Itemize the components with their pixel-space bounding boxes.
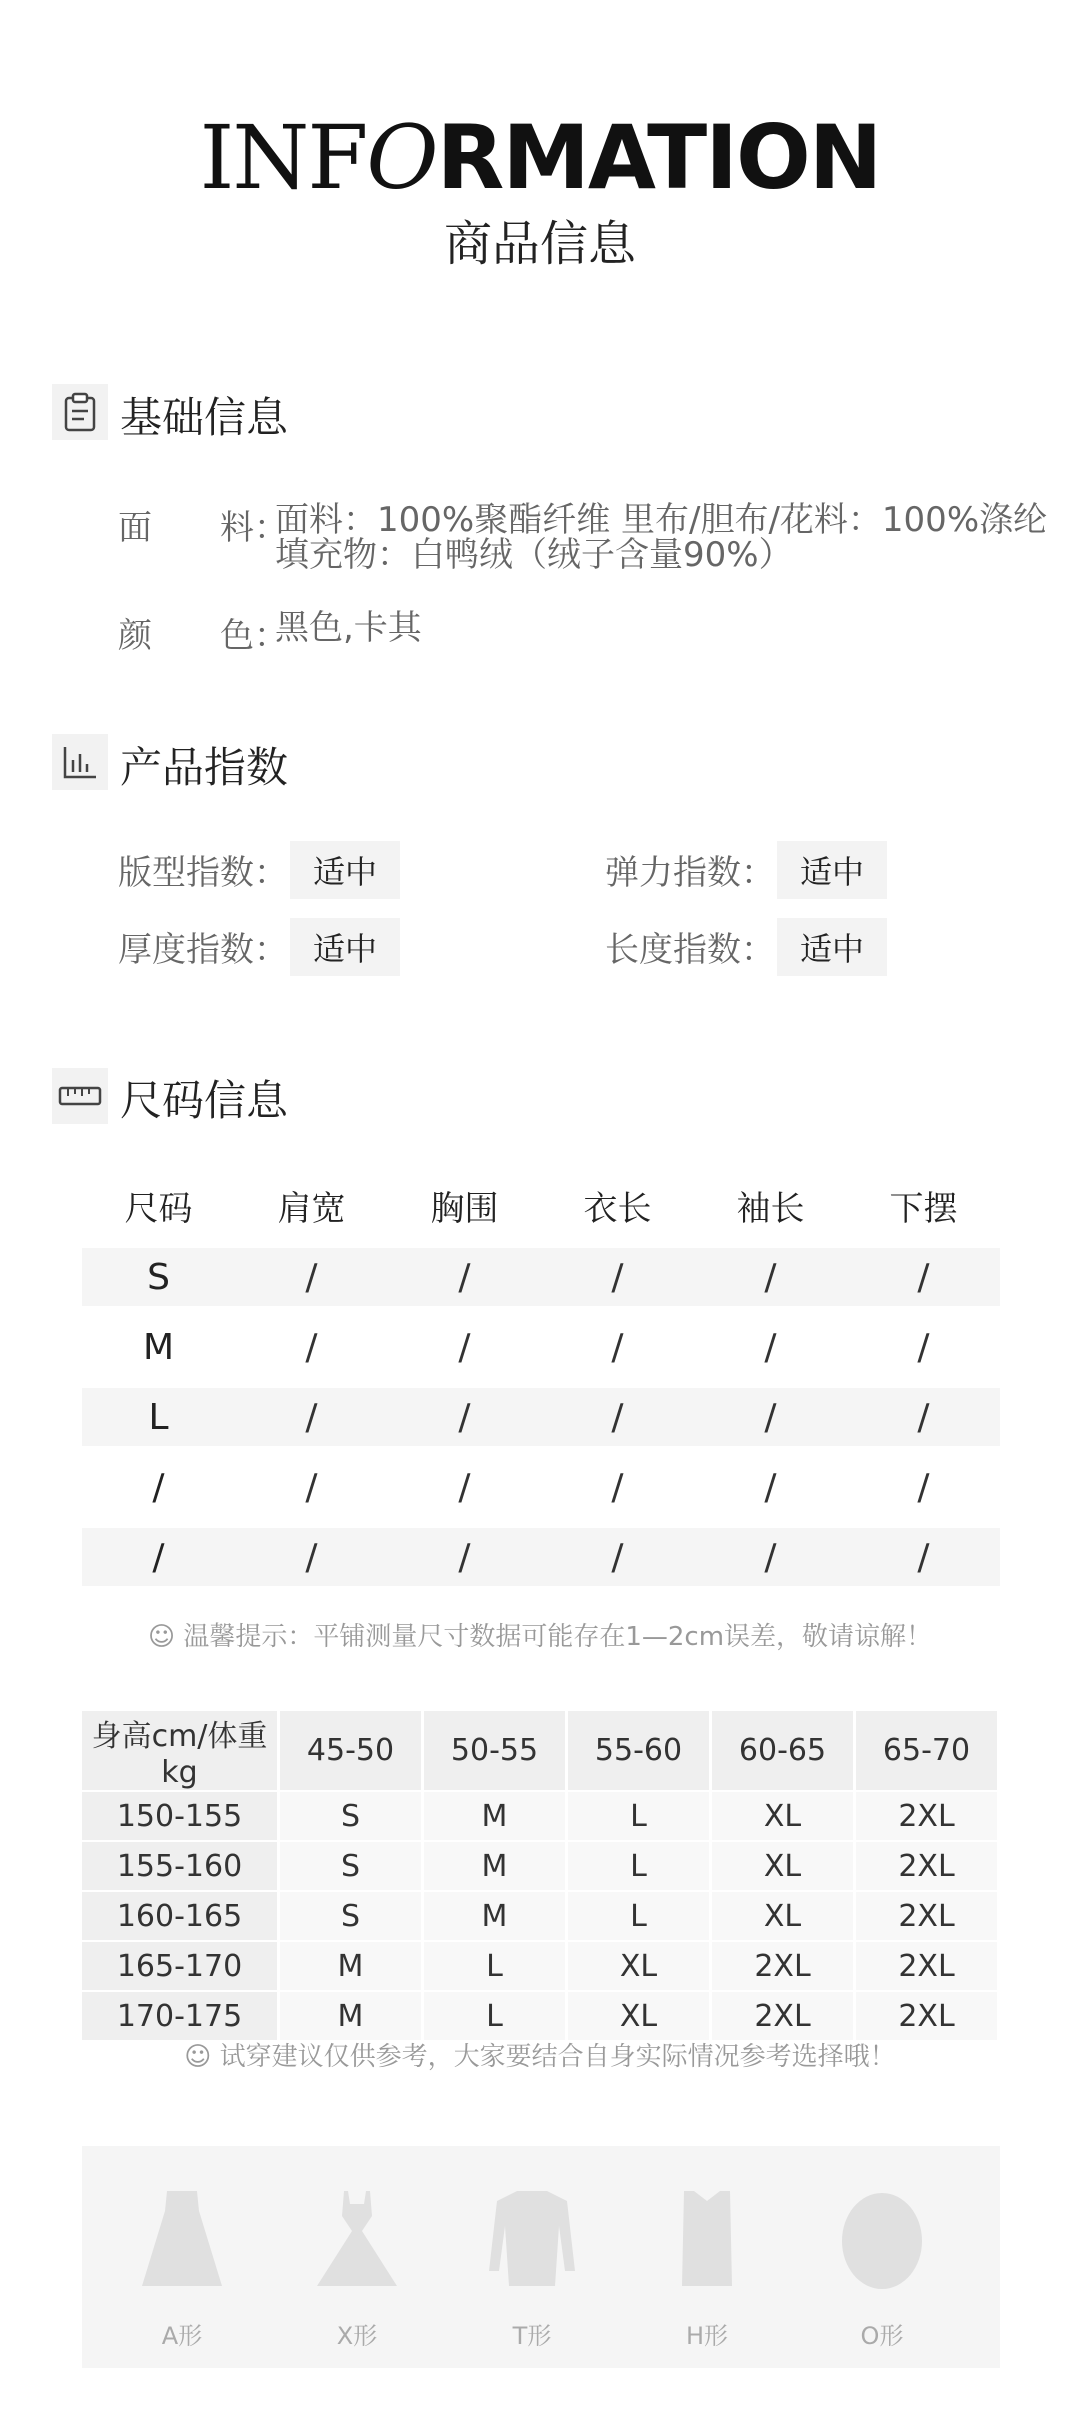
size-cell: /	[917, 1256, 930, 1298]
fit-cell: 2XL	[855, 1941, 999, 1991]
x-line-dress-icon	[312, 2186, 402, 2296]
index-label-fit: 版型指数：	[118, 853, 288, 893]
size-cell: /	[917, 1466, 930, 1508]
size-cell: /	[305, 1326, 318, 1368]
size-cell: /	[611, 1536, 624, 1578]
t-line-top-icon	[487, 2186, 577, 2296]
o-line-top-icon	[837, 2186, 927, 2296]
size-cell: /	[917, 1536, 930, 1578]
silhouette-label: H形	[685, 2322, 729, 2350]
fabric-line-1: 面料：100%聚酯纤维 里布/胆布/花料：100%涤纶	[275, 500, 1048, 540]
index-value-fit: 适中	[290, 841, 400, 899]
weight-header: 50-55	[423, 1711, 567, 1791]
fit-cell: L	[423, 1941, 567, 1991]
index-label-length: 长度指数：	[605, 930, 775, 970]
size-cell: /	[611, 1396, 624, 1438]
silhouette-t	[452, 2146, 612, 2368]
weight-header: 45-50	[279, 1711, 423, 1791]
fit-cell: M	[279, 1941, 423, 1991]
size-cell: /	[611, 1466, 624, 1508]
fit-table	[82, 1711, 1000, 2042]
bar-chart-icon	[52, 734, 108, 790]
page-title	[0, 108, 1080, 208]
table-row	[82, 1791, 999, 1841]
weight-header: 55-60	[567, 1711, 711, 1791]
size-cell: /	[917, 1396, 930, 1438]
size-cell: /	[458, 1326, 471, 1368]
fit-cell: L	[567, 1841, 711, 1891]
table-row	[82, 1458, 1000, 1516]
fit-cell: L	[567, 1791, 711, 1841]
table-row	[82, 1528, 1000, 1586]
fit-cell: S	[279, 1891, 423, 1941]
size-note-text: 温馨提示：平铺测量尺寸数据可能存在1—2cm误差，敬请谅解！	[183, 1622, 933, 1652]
silhouette-label: X形	[336, 2322, 378, 2350]
size-cell: /	[764, 1536, 777, 1578]
weight-header: 60-65	[711, 1711, 855, 1791]
silhouette-label: O形	[860, 2322, 904, 2350]
table-row	[82, 1941, 999, 1991]
size-cell: /	[764, 1396, 777, 1438]
index-label-thickness: 厚度指数：	[118, 930, 288, 970]
size-cell: /	[611, 1256, 624, 1298]
a-line-dress-icon	[137, 2186, 227, 2296]
fit-corner-label: 身高cm/体重kg	[82, 1711, 279, 1791]
fit-cell: L	[423, 1991, 567, 2041]
fit-cell: 2XL	[855, 1891, 999, 1941]
ruler-icon	[52, 1068, 108, 1124]
fit-cell: XL	[567, 1991, 711, 2041]
color-value: 黑色,卡其	[275, 608, 422, 648]
height-cell: 155-160	[82, 1841, 279, 1891]
silhouette-x	[277, 2146, 437, 2368]
size-cell: /	[305, 1466, 318, 1508]
size-cell: S	[147, 1256, 170, 1298]
size-cell: /	[458, 1256, 471, 1298]
size-cell: /	[305, 1396, 318, 1438]
fit-cell: 2XL	[855, 1991, 999, 2041]
silhouette-panel	[82, 2146, 1000, 2368]
fit-note-text: 试穿建议仅供参考，大家要结合自身实际情况参考选择哦！	[219, 2042, 896, 2072]
size-header-cell: 袖长	[736, 1188, 805, 1229]
table-row	[82, 1841, 999, 1891]
index-value-thickness: 适中	[290, 918, 400, 976]
size-header-cell: 尺码	[124, 1188, 193, 1229]
size-cell: L	[148, 1396, 169, 1438]
fit-cell: XL	[567, 1941, 711, 1991]
size-cell: /	[305, 1536, 318, 1578]
fit-cell: M	[423, 1841, 567, 1891]
size-cell: /	[152, 1536, 165, 1578]
fit-cell: 2XL	[855, 1841, 999, 1891]
index-label-stretch: 弹力指数：	[605, 853, 775, 893]
size-header-cell: 衣长	[583, 1188, 652, 1229]
smile-icon: ☺	[184, 2042, 212, 2072]
fit-cell: S	[279, 1841, 423, 1891]
h-line-top-icon	[662, 2186, 752, 2296]
fit-cell: XL	[711, 1791, 855, 1841]
size-cell: /	[764, 1326, 777, 1368]
table-row	[82, 1388, 1000, 1446]
height-cell: 160-165	[82, 1891, 279, 1941]
size-cell: /	[611, 1326, 624, 1368]
fit-note	[0, 2036, 1080, 2073]
size-table-header	[82, 1170, 1000, 1240]
fabric-line-2: 填充物：白鸭绒（绒子含量90%）	[275, 535, 793, 575]
index-value-stretch: 适中	[777, 841, 887, 899]
fit-cell: XL	[711, 1891, 855, 1941]
fit-cell: 2XL	[855, 1791, 999, 1841]
size-header-cell: 肩宽	[277, 1188, 346, 1229]
size-cell: /	[764, 1466, 777, 1508]
silhouette-h	[627, 2146, 787, 2368]
fit-cell: 2XL	[711, 1941, 855, 1991]
page-subtitle: 商品信息	[443, 216, 636, 272]
silhouette-a	[102, 2146, 262, 2368]
smile-icon: ☺	[147, 1622, 176, 1652]
size-table	[82, 1170, 1000, 1598]
size-header-cell: 胸围	[430, 1188, 499, 1229]
size-cell: /	[458, 1396, 471, 1438]
section-title-basic: 基础信息	[120, 393, 289, 442]
title-part-serif: INF	[199, 106, 367, 209]
table-row	[82, 1991, 999, 2041]
clipboard-icon	[52, 384, 108, 440]
title-part-italic: O	[366, 106, 437, 209]
size-cell: /	[458, 1466, 471, 1508]
table-row	[82, 1248, 1000, 1306]
size-cell: /	[764, 1256, 777, 1298]
table-row	[82, 1891, 999, 1941]
fit-cell: M	[423, 1791, 567, 1841]
table-row	[82, 1318, 1000, 1376]
size-cell: /	[305, 1256, 318, 1298]
section-title-index: 产品指数	[120, 743, 289, 792]
size-cell: /	[152, 1466, 165, 1508]
silhouette-o	[802, 2146, 962, 2368]
title-part-bold: RMATION	[436, 106, 881, 209]
fit-cell: L	[567, 1891, 711, 1941]
fit-cell: M	[423, 1891, 567, 1941]
height-cell: 150-155	[82, 1791, 279, 1841]
weight-header: 65-70	[855, 1711, 999, 1791]
size-cell: /	[917, 1326, 930, 1368]
size-cell: /	[458, 1536, 471, 1578]
fit-table-header	[82, 1711, 999, 1791]
height-cell: 165-170	[82, 1941, 279, 1991]
size-cell: M	[142, 1326, 175, 1368]
section-title-size: 尺码信息	[120, 1076, 289, 1125]
fit-cell: S	[279, 1791, 423, 1841]
size-note	[0, 1616, 1080, 1653]
height-cell: 170-175	[82, 1991, 279, 2041]
size-header-cell: 下摆	[889, 1188, 958, 1229]
fit-cell: M	[279, 1991, 423, 2041]
fit-cell: XL	[711, 1841, 855, 1891]
fit-cell: 2XL	[711, 1991, 855, 2041]
silhouette-label: T形	[512, 2322, 552, 2350]
index-value-length: 适中	[777, 918, 887, 976]
silhouette-label: A形	[161, 2322, 203, 2350]
fabric-label: 面 料：	[118, 508, 288, 548]
color-label: 颜 色：	[118, 616, 288, 656]
